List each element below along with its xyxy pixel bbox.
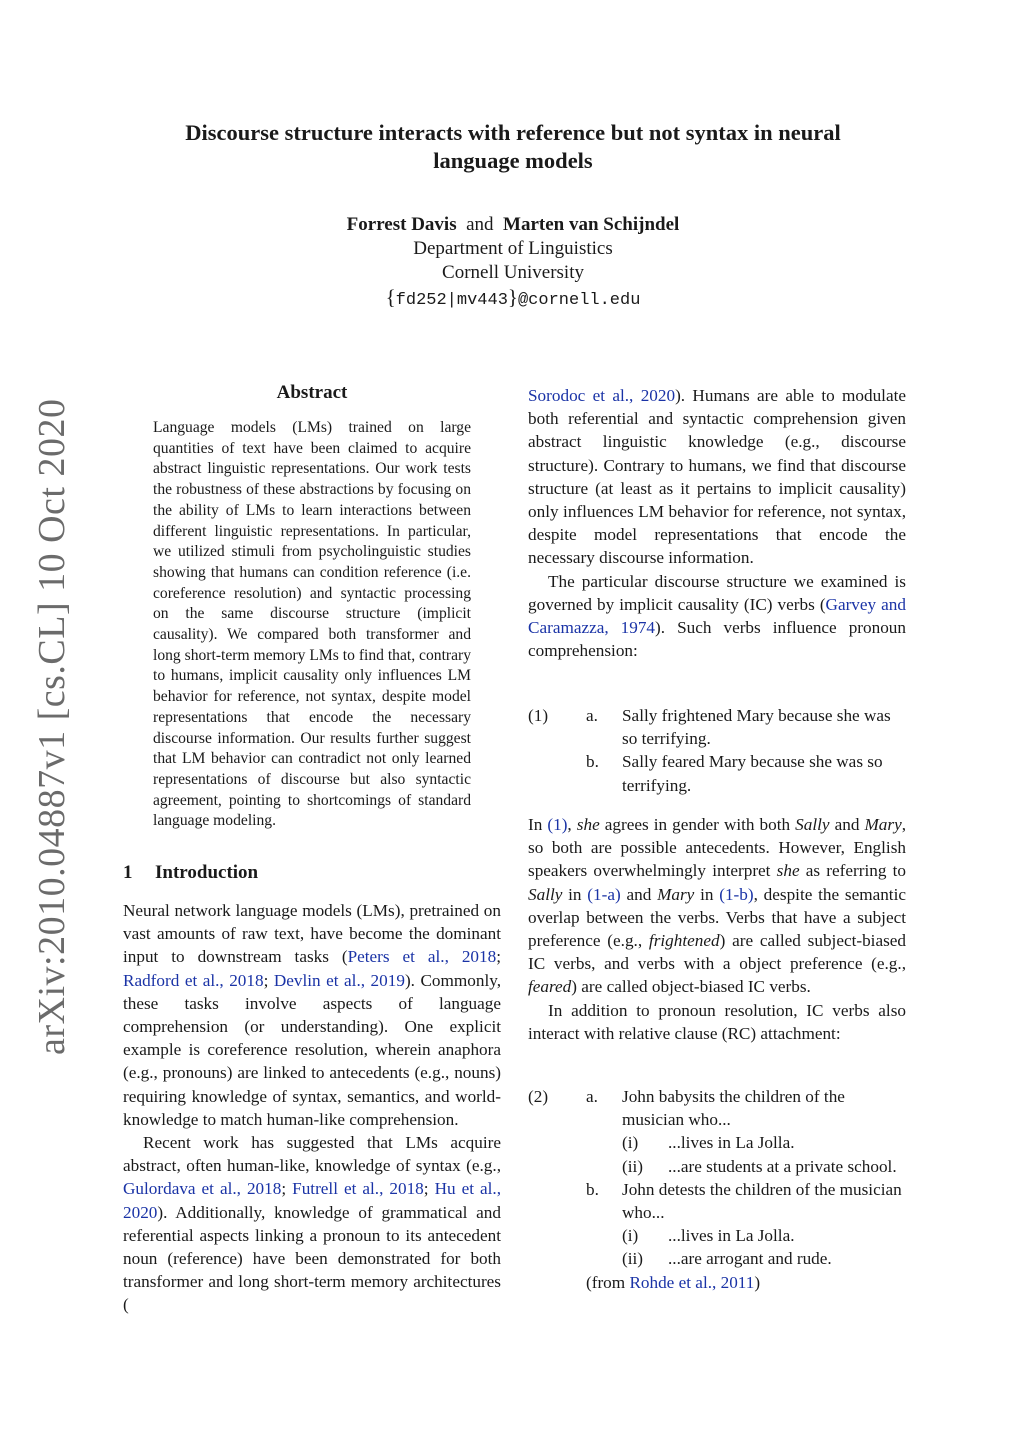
example-2a-ii: (ii) ...are students at a private school. — [622, 1156, 897, 1176]
citation-futrell[interactable]: Futrell et al., 2018 — [292, 1179, 424, 1199]
citation-radford[interactable]: Radford et al., 2018 — [123, 970, 264, 990]
example-1a-text: Sally frightened Mary because she was so terrifying. — [622, 706, 891, 749]
and-word: and — [466, 214, 494, 235]
citation-devlin[interactable]: Devlin et al., 2019 — [273, 970, 405, 990]
left-column — [123, 899, 501, 1317]
intro-paragraph-1: Neural network language models (LMs), pretrained on vast amounts of raw text, have become the dominant input to downstream tasks (Peters et al., 2018; Radford et al., 2018; Devlin et al., 2019). Commonly, these tasks involve aspects of language comprehension (or understanding). One explicit example is coreference resolution, wherein anaphora (e.g., pronouns) are linked to antecedents (e.g., nouns) requiring knowledge of syntax, semantics, and world-knowledge to match human-like comprehension. — [123, 901, 501, 1129]
intro-paragraph-3: The particular discourse structure we examined is governed by implicit causality (IC) verbs (Garvey and Caramazza, 1974). Such verbs influence pronoun comprehension: — [528, 571, 906, 661]
example-1b-text: Sally feared Mary because she was so terrifying. — [622, 752, 883, 795]
citation-peters[interactable]: Peters et al., 2018 — [347, 947, 497, 967]
citation-hu[interactable]: Hu et al., 2020 — [123, 1179, 502, 1222]
right-column-middle — [528, 813, 906, 1045]
example-2b-text: John detests the children of the musician who... — [622, 1179, 902, 1223]
university: Cornell University — [442, 262, 584, 283]
author-block — [100, 213, 926, 313]
example-1b-label: b. — [586, 752, 599, 772]
email[interactable]: {fd252|mv443}@cornell.edu — [385, 285, 641, 310]
title-line-1: Discourse structure interacts with reference but not syntax in neural — [185, 120, 841, 145]
citation-gulordava[interactable]: Gulordava et al., 2018 — [123, 1179, 282, 1199]
email-users: fd252|mv443 — [395, 291, 508, 310]
department: Department of Linguistics — [413, 238, 613, 259]
paragraph-5: In addition to pronoun resolution, IC verbs also interact with relative clause (RC) attachment: — [528, 1000, 906, 1043]
example-1 — [528, 704, 906, 797]
ref-example-1b[interactable]: (1-b) — [719, 884, 754, 904]
email-domain: @cornell.edu — [517, 291, 641, 310]
section-heading — [123, 862, 258, 884]
paper-title — [100, 119, 926, 175]
title-line-2: language models — [433, 148, 593, 173]
example-2a-label: a. — [586, 1087, 598, 1106]
example-2-source: (from Rohde et al., 2011) — [586, 1272, 761, 1292]
arxiv-stamp[interactable]: arXiv:2010.04887v1 [cs.CL] 10 Oct 2020 — [31, 398, 73, 1055]
example-2b-ii: (ii) ...are arrogant and rude. — [622, 1249, 832, 1269]
example-2a-text: John babysits the children of the musician who... — [622, 1087, 845, 1130]
example-2-number: (2) — [528, 1087, 549, 1106]
paragraph-4: In (1), she agrees in gender with both Sally and Mary, so both are possible antecedents. However, English speakers overwhelmingly interpret she as referring to Sally in (1-a) and Mary in (1-b), despite the semantic overlap between the verbs. Verbs that have a subject preference (e.g., frightened) are called subject-biased IC verbs, and verbs with a object preference (e.g., feared) are called object-biased IC verbs. — [528, 815, 907, 997]
intro-paragraph-2: Recent work has suggested that LMs acquire abstract, often human-like, knowledge of syntax (e.g., Gulordava et al., 2018; Futrell et al., 2018; Hu et al., 2020). Additionally, knowledge of grammatical and referential aspects linking a pronoun to its antecedent noun (reference) have been demonstrated for both transformer and long short-term memory architectures ( — [123, 1133, 502, 1315]
example-2a-i: (i) ...lives in La Jolla. — [622, 1133, 795, 1153]
author-2: Marten van Schijndel — [503, 214, 680, 235]
section-title: Introduction — [155, 862, 259, 883]
example-1a-label: a. — [586, 706, 598, 725]
example-2 — [528, 1085, 906, 1294]
intro-paragraph-2-continued: Sorodoc et al., 2020). Humans are able to modulate both referential and syntactic comprehension given abstract linguistic knowledge (e.g., discourse structure). Contrary to humans, we find that discourse structure (at least as it pertains to implicit causality) only influences LM behavior for reference, not syntax, despite model representations that encode the necessary discourse information. — [528, 386, 906, 568]
example-2b-i: (i) ...lives in La Jolla. — [622, 1226, 795, 1246]
author-names — [100, 213, 926, 237]
author-1: Forrest Davis — [346, 214, 457, 235]
section-number: 1 — [123, 862, 133, 883]
abstract-heading: Abstract — [276, 382, 348, 403]
citation-sorodoc[interactable]: Sorodoc et al., 2020 — [528, 386, 676, 405]
abstract-text: Language models (LMs) trained on large quantities of text have been claimed to acquire abstract linguistic representations. Our work tests the robustness of these abstractions by focusing on the ability of LMs to learn interactions between different linguistic representations. In particular, we utilized stimuli from psycholinguistic studies showing that humans can condition reference (i.e. coreference resolution) and syntactic processing on the same discourse structure (implicit causality). We compared both transformer and long short-term memory LMs to find that, contrary to humans, implicit causality only influences LM behavior for reference, not syntax, despite model representations that encode the necessary discourse information. Our results further suggest that LM behavior can contradict not only learned representations of discourse but also syntactic agreement, pointing to shortcomings of standard language modeling. — [153, 419, 471, 830]
ref-example-1[interactable]: (1) — [547, 815, 568, 834]
ref-example-1a[interactable]: (1-a) — [587, 884, 621, 904]
example-2b-label: b. — [586, 1179, 599, 1199]
citation-garvey[interactable]: Garvey and Caramazza, 1974 — [528, 594, 906, 638]
example-1-number: (1) — [528, 706, 549, 725]
citation-rohde[interactable]: Rohde et al., 2011 — [629, 1272, 755, 1292]
right-column-top — [528, 384, 906, 662]
